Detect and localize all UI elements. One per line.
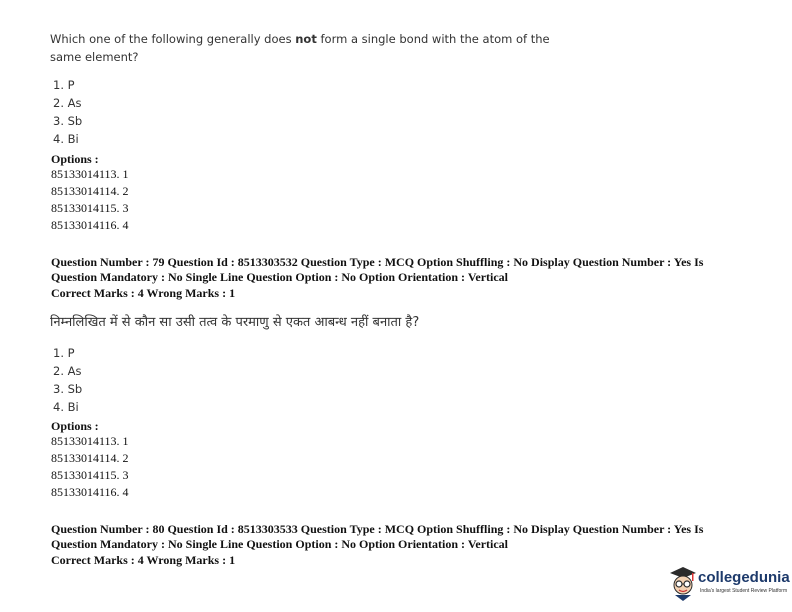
option-code: 85133014115. 3 [51,201,129,215]
logo-tagline: India's largest Student Review Platform [700,588,788,594]
option-code: 85133014113. 1 [51,167,129,181]
question-text-part: form a single bond with the atom of the same element? [50,32,550,64]
question-text-part: Which one of the following generally does [50,32,296,46]
options-heading: Options : [51,419,99,433]
option-item: 3. Sb [53,114,83,128]
option-code: 85133014116. 4 [51,485,129,499]
question-emphasis: not [295,32,317,46]
question-meta-line: Question Mandatory : No Single Line Question Option : No Option Orientation : Vertical [51,270,509,284]
question-meta-line: Question Number : 79 Question Id : 8513303532 Question Type : MCQ Option Shuffling : No Display Question Number : Yes Is [51,255,704,269]
collegedunia-logo [668,563,790,605]
option-code: 85133014114. 2 [51,451,129,465]
option-code: 85133014115. 3 [51,468,129,482]
marks-line: Correct Marks : 4 Wrong Marks : 1 [51,553,236,567]
options-heading: Options : [51,152,99,166]
option-code: 85133014116. 4 [51,218,129,232]
question-text-hindi: निम्नलिखित में से कौन सा उसी तत्व के परमाणु से एकत आबन्ध नहीं बनाता है? [50,315,420,330]
graduate-mascot-icon [668,565,698,603]
logo-wordmark: collegedunia [698,569,790,586]
marks-line: Correct Marks : 4 Wrong Marks : 1 [51,286,236,300]
option-item: 2. As [53,96,82,110]
option-item: 2. As [53,364,82,378]
option-item: 1. P [53,78,75,92]
question-meta-line: Question Number : 80 Question Id : 8513303533 Question Type : MCQ Option Shuffling : No Display Question Number : Yes Is [51,522,704,536]
option-item: 4. Bi [53,400,79,414]
option-item: 4. Bi [53,132,79,146]
question-meta-line: Question Mandatory : No Single Line Question Option : No Option Orientation : Vertical [51,537,509,551]
option-code: 85133014113. 1 [51,434,129,448]
option-item: 1. P [53,346,75,360]
question-text [50,30,570,66]
option-item: 3. Sb [53,382,83,396]
option-code: 85133014114. 2 [51,184,129,198]
